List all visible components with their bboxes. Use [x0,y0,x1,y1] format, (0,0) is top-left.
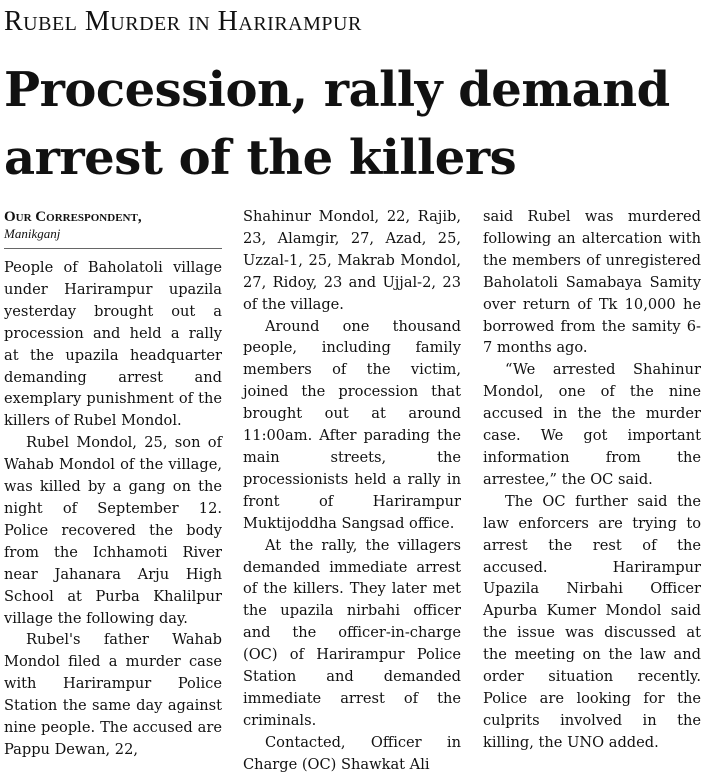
byline-divider [4,248,222,249]
headline-line-1: Procession, rally demand [4,62,670,118]
byline: Our Correspondent, [4,209,142,225]
headline-line-2: arrest of the killers [4,130,517,186]
article-column-3 [483,206,701,754]
dateline: Manikganj [4,226,61,241]
paragraph: The OC further said the law enforcers are trying to arrest the rest of the accused. Harirampur Upazila Nirbahi Officer Apurba Kumer Mondol said the issue was discussed at the meeting on the law and order situation recently. Police are looking for the culprits involved in the killing, the UNO added. [483,492,701,751]
paragraph: At the rally, the villagers demanded immediate arrest of the killers. They later met the upazila nirbahi officer and the officer-in-charge (OC) of Harirampur Police Station and demanded immediate arrest of the criminals. [243,536,461,729]
paragraph: People of Baholatoli village under Harirampur upazila yesterday brought out a procession and held a rally at the upazila headquarter demanding arrest and exemplary punishment of the killers of Rubel Mondol. [4,259,222,430]
article-column-2 [243,206,461,776]
paragraph: Contacted, Officer in Charge (OC) Shawkat Ali [243,733,461,773]
paragraph: Rubel Mondol, 25, son of Wahab Mondol of the village, was killed by a gang on the night of September 12. Police recovered the body from the Ichhamoti River near Jahanara Arju High School at Purba Khalilpur village the following day. [4,434,222,627]
paragraph: said Rubel was murdered following an altercation with the members of unregistered Baholatoli Samabaya Samity over return of Tk 10,000 he borrowed from the samity 6-7 months ago. [483,208,701,357]
paragraph: “We arrested Shahinur Mondol, one of the nine accused in the the murder case. We got important information from the arrestee,” the OC said. [483,361,701,488]
paragraph: Rubel's father Wahab Mondol filed a murder case with Harirampur Police Station the same day against nine people. The accused are Pappu Dewan, 22, [4,631,222,758]
headline [4,56,704,192]
paragraph: Shahinur Mondol, 22, Rajib, 23, Alamgir, 27, Azad, 25, Uzzal-1, 25, Makrab Mondol, 27, Ridoy, 23 and Ujjal-2, 23 of the village. [243,208,461,313]
section-kicker: Rubel Murder in Harirampur [4,6,362,37]
article-column-1 [4,208,222,761]
paragraph: Around one thousand people, including family members of the victim, joined the procession that brought out at around 11:00am. After parading the main streets, the processionists held a rally in front of Harirampur Muktijoddha Sangsad office. [243,317,461,532]
